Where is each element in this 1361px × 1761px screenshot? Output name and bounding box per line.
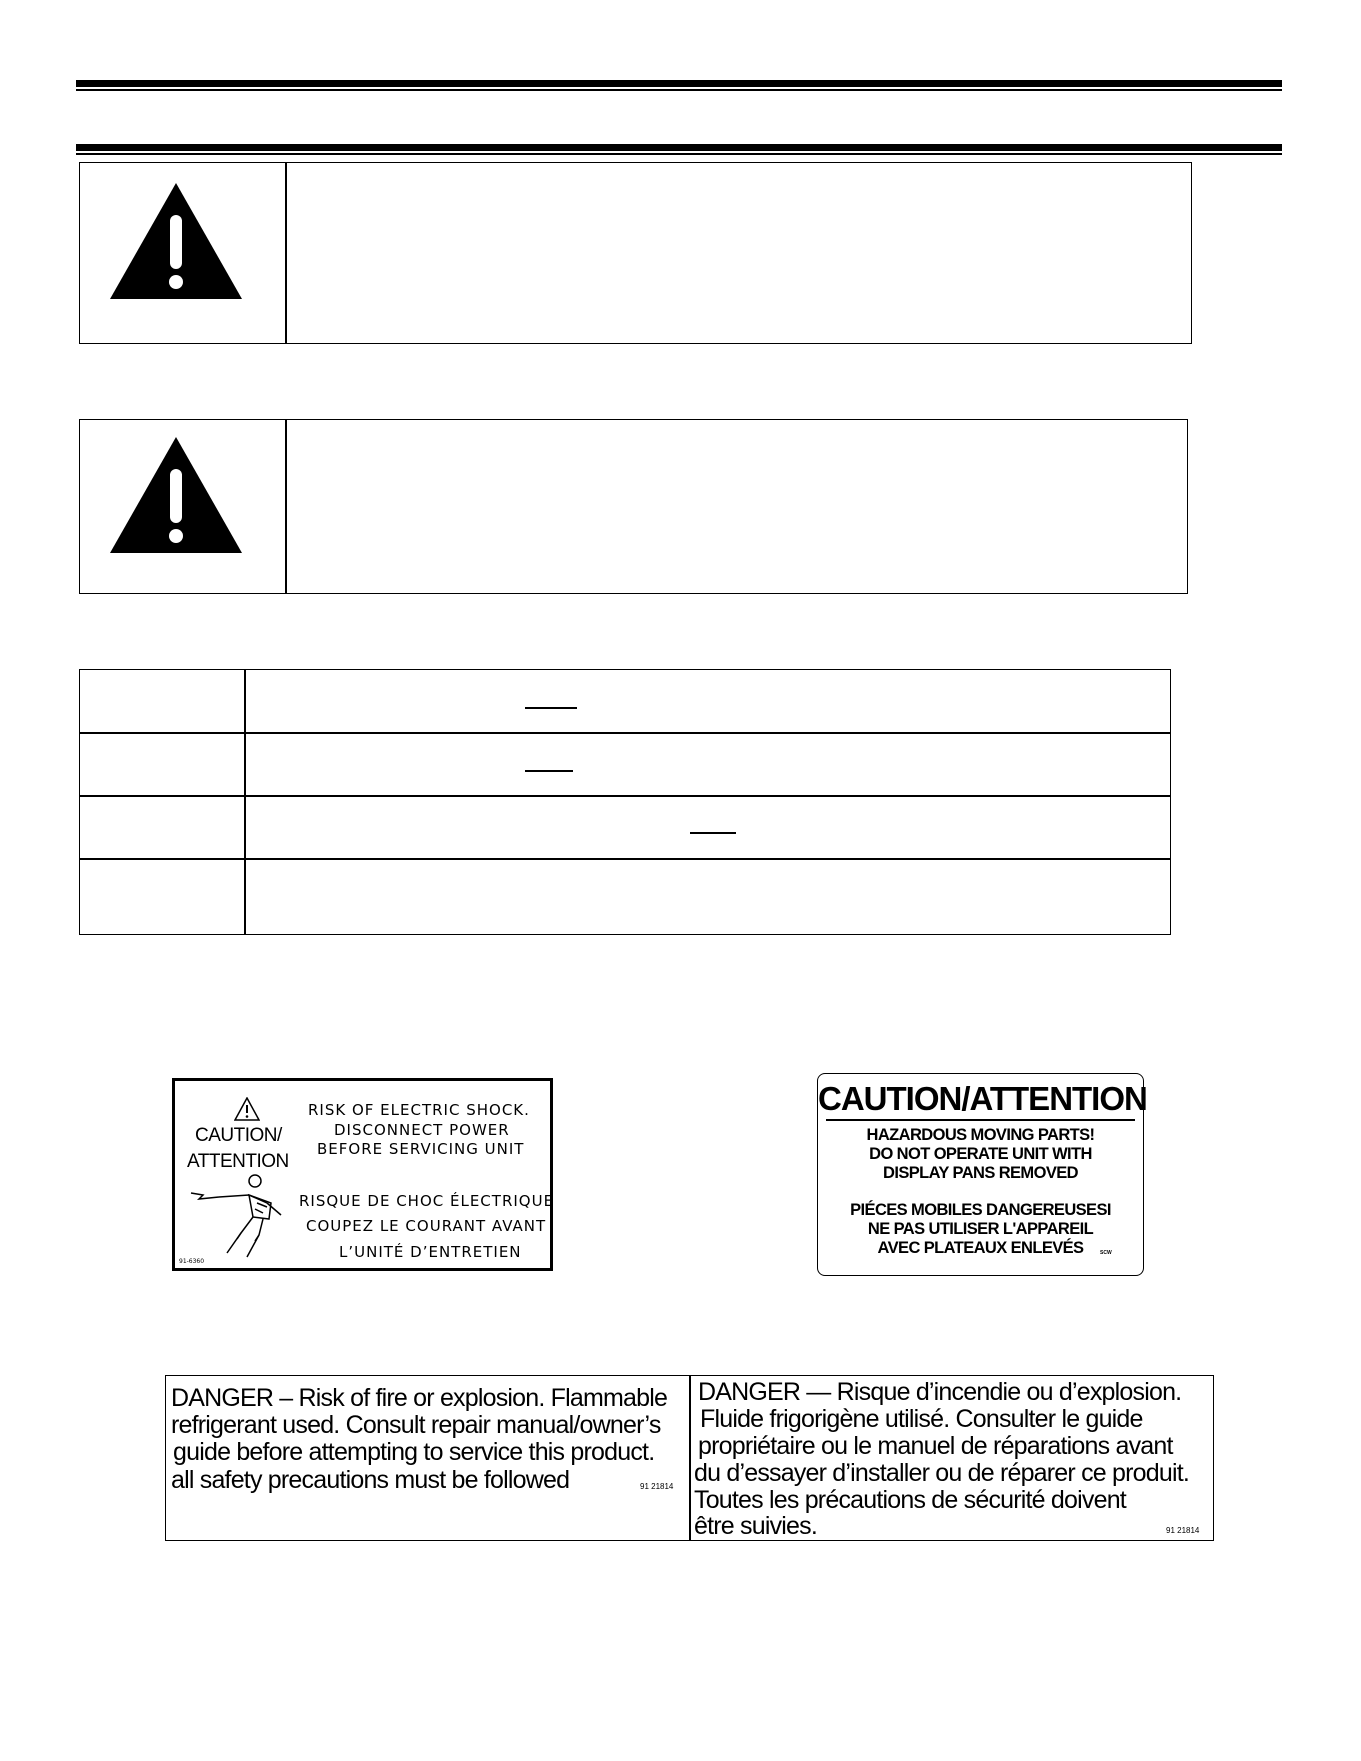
- warning-triangle-icon: [108, 181, 244, 301]
- table-underline-3: [690, 832, 736, 834]
- danger-fr-line-3: propriétaire ou le manuel de réparations avant: [698, 1432, 1173, 1460]
- moving-parts-title: CAUTION/ATTENTION: [818, 1080, 1147, 1117]
- moving-code: SCW: [1100, 1250, 1112, 1256]
- danger-fr-code: 91 21814: [1166, 1526, 1200, 1535]
- warning-box-2: [79, 419, 1188, 594]
- header-rule-bottom-thin: [76, 153, 1282, 155]
- moving-fr-line-1: PIÉCES MOBILES DANGEREUSESI: [850, 1201, 1111, 1219]
- shock-en-line-3: BEFORE SERVICING UNIT: [317, 1140, 525, 1158]
- danger-en-line-1: DANGER – Risk of fire or explosion. Flammable: [171, 1384, 668, 1412]
- shock-caution: CAUTION/: [195, 1125, 282, 1146]
- danger-en-line-4: all safety precautions must be followed: [171, 1466, 570, 1494]
- moving-parts-label: [817, 1073, 1147, 1276]
- danger-flammable-label: [165, 1375, 1214, 1541]
- danger-en-code: 91 21814: [640, 1482, 674, 1491]
- danger-fr-line-1: DANGER — Risque d’incendie ou d’explosion.: [698, 1378, 1182, 1406]
- danger-fr-line-4: du d’essayer d’installer ou de réparer ce produit.: [694, 1459, 1190, 1487]
- info-table: [79, 669, 1171, 935]
- danger-fr-line-2: Fluide frigorigène utilisé. Consulter le guide: [700, 1405, 1143, 1433]
- moving-en-line-3: DISPLAY PANS REMOVED: [883, 1164, 1078, 1182]
- moving-fr-line-2: NE PAS UTILISER L'APPAREIL: [867, 1220, 1094, 1238]
- danger-fr-line-5: Toutes les précautions de sécurité doivent: [694, 1486, 1126, 1514]
- danger-en-line-2: refrigerant used. Consult repair manual/owner’s: [171, 1411, 661, 1439]
- table-underline-2: [525, 770, 573, 772]
- danger-en-line-3: guide before attempting to service this product.: [173, 1438, 655, 1466]
- header-rule-bottom: [76, 144, 1282, 151]
- header-rule-top-thin: [76, 89, 1282, 91]
- shock-fr-line-3: L’UNITÉ D’ENTRETIEN: [339, 1243, 522, 1261]
- moving-en-line-2: DO NOT OPERATE UNIT WITH: [869, 1145, 1092, 1163]
- warning-box-1: [79, 162, 1192, 344]
- shock-fr-line-1: RISQUE DE CHOC ÉLECTRIQUE: [299, 1192, 555, 1210]
- shock-en-line-2: DISCONNECT POWER: [334, 1121, 510, 1139]
- shock-code: 91-6360: [179, 1258, 205, 1265]
- electric-shock-person-icon: [189, 1173, 299, 1259]
- electric-shock-label: [172, 1078, 553, 1271]
- shock-attention: ATTENTION: [187, 1151, 289, 1172]
- danger-fr-line-6: être suivies.: [694, 1512, 817, 1540]
- shock-en-line-1: RISK OF ELECTRIC SHOCK.: [308, 1101, 530, 1119]
- header-rule-top: [76, 80, 1282, 87]
- moving-fr-line-3: AVEC PLATEAUX ENLEVÉS: [877, 1239, 1084, 1257]
- small-warning-icon: [234, 1097, 260, 1121]
- table-underline-1: [525, 707, 577, 709]
- shock-fr-line-2: COUPEZ LE COURANT AVANT: [306, 1217, 547, 1235]
- warning-triangle-icon: [108, 435, 244, 555]
- moving-en-line-1: HAZARDOUS MOVING PARTS!: [866, 1126, 1095, 1144]
